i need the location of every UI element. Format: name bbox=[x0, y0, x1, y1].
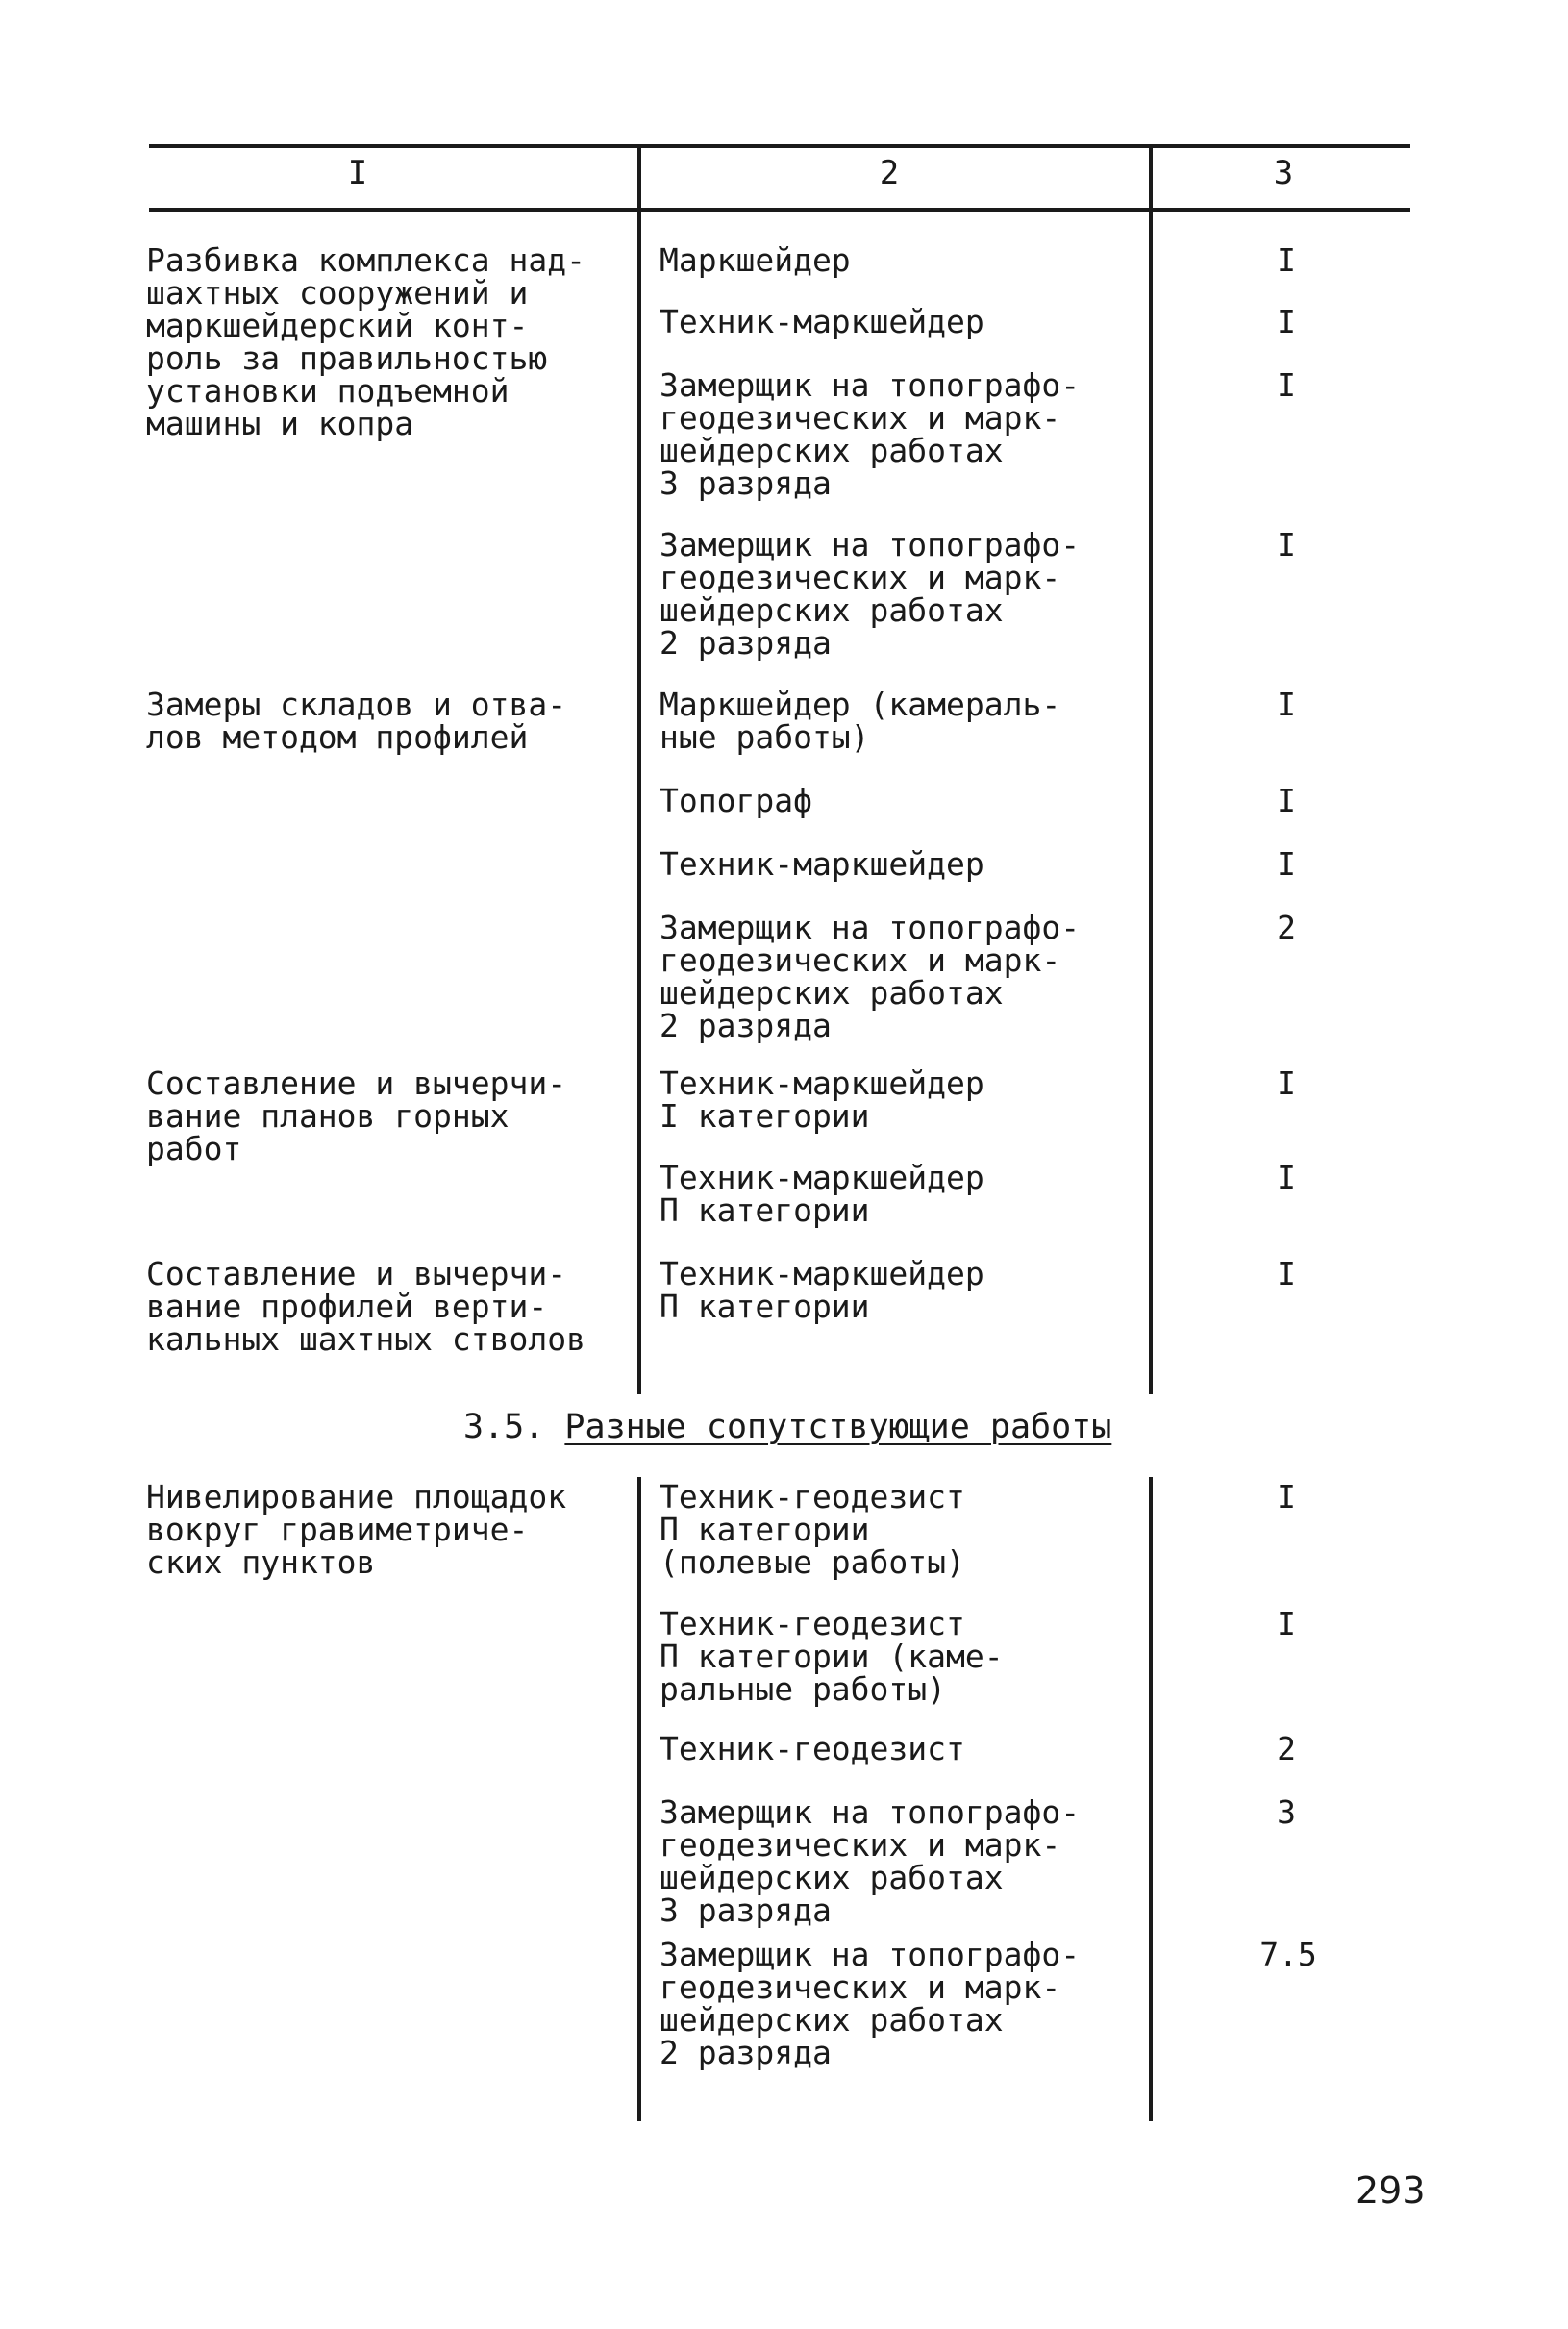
staff-position: Техник-маркшейдер П категории bbox=[660, 1159, 984, 1229]
section-number: 3.5. bbox=[463, 1408, 545, 1446]
staff-count: I bbox=[1277, 782, 1296, 819]
staff-count: I bbox=[1277, 1255, 1296, 1292]
staff-position: Маркшейдер (камераль- ные работы) bbox=[660, 686, 1061, 756]
staff-position: Техник-маркшейдер П категории bbox=[660, 1255, 984, 1325]
staff-position: Замерщик на топографо- геодезических и марк- шейдерских работах 2 разряда bbox=[660, 1936, 1081, 2071]
staff-count: I bbox=[1277, 1605, 1296, 1642]
section-title: Разные сопутствующие работы bbox=[564, 1408, 1112, 1446]
staff-count: I bbox=[1277, 366, 1296, 404]
staff-count: 3 bbox=[1277, 1793, 1296, 1831]
page-number: 293 bbox=[1356, 2169, 1426, 2212]
section-heading bbox=[463, 1408, 1111, 1446]
work-description: Нивелирование площадок вокруг гравиметриче- ских пунктов bbox=[146, 1478, 567, 1581]
staff-count: I bbox=[1277, 1064, 1296, 1102]
staff-count: I bbox=[1277, 845, 1296, 883]
table-top-rule bbox=[149, 144, 1410, 148]
staff-position: Техник-геодезист П категории (полевые работы) bbox=[660, 1478, 965, 1581]
staff-count: 2 bbox=[1277, 1730, 1296, 1767]
staff-position: Техник-маркшейдер bbox=[660, 845, 984, 883]
staff-position: Замерщик на топографо- геодезических и марк- шейдерских работах 2 разряда bbox=[660, 909, 1081, 1044]
column-header-2: 2 bbox=[879, 154, 900, 192]
header-bottom-rule bbox=[149, 208, 1410, 212]
column-header-3: 3 bbox=[1273, 154, 1294, 192]
staff-count: I bbox=[1277, 526, 1296, 563]
staff-count: I bbox=[1277, 1478, 1296, 1515]
column-divider-1-lower bbox=[637, 1477, 641, 2121]
staff-position: Техник-геодезист bbox=[660, 1730, 965, 1767]
staff-count: 2 bbox=[1277, 909, 1296, 946]
work-description: Составление и вычерчи- вание профилей верти- кальных шахтных стволов bbox=[146, 1255, 585, 1358]
work-description: Составление и вычерчи- вание планов горных работ bbox=[146, 1064, 567, 1167]
work-description: Замеры складов и отва- лов методом профилей bbox=[146, 686, 567, 756]
staff-count: I bbox=[1277, 303, 1296, 340]
staff-count: I bbox=[1277, 1159, 1296, 1196]
staff-position: Техник-маркшейдер bbox=[660, 303, 984, 340]
staff-count: I bbox=[1277, 241, 1296, 279]
staff-position: Замерщик на топографо- геодезических и марк- шейдерских работах 3 разряда bbox=[660, 366, 1081, 502]
staff-count: I bbox=[1277, 686, 1296, 723]
column-divider-1-upper bbox=[637, 144, 641, 1394]
staff-position: Замерщик на топографо- геодезических и марк- шейдерских работах 3 разряда bbox=[660, 1793, 1081, 1929]
staff-position: Топограф bbox=[660, 782, 812, 819]
staff-position: Техник-маркшейдер I категории bbox=[660, 1064, 984, 1135]
staff-count: 7.5 bbox=[1259, 1936, 1317, 1973]
staff-position: Замерщик на топографо- геодезических и марк- шейдерских работах 2 разряда bbox=[660, 526, 1081, 662]
staff-position: Маркшейдер bbox=[660, 241, 851, 279]
work-description: Разбивка комплекса над- шахтных сооружений и маркшейдерский конт- роль за правильностью установки подъемной машины и копра bbox=[146, 241, 585, 442]
column-divider-2-upper bbox=[1149, 144, 1153, 1394]
column-divider-2-lower bbox=[1149, 1477, 1153, 2121]
staff-position: Техник-геодезист П категории (каме- ральные работы) bbox=[660, 1605, 1004, 1708]
column-header-1: I bbox=[347, 154, 368, 192]
